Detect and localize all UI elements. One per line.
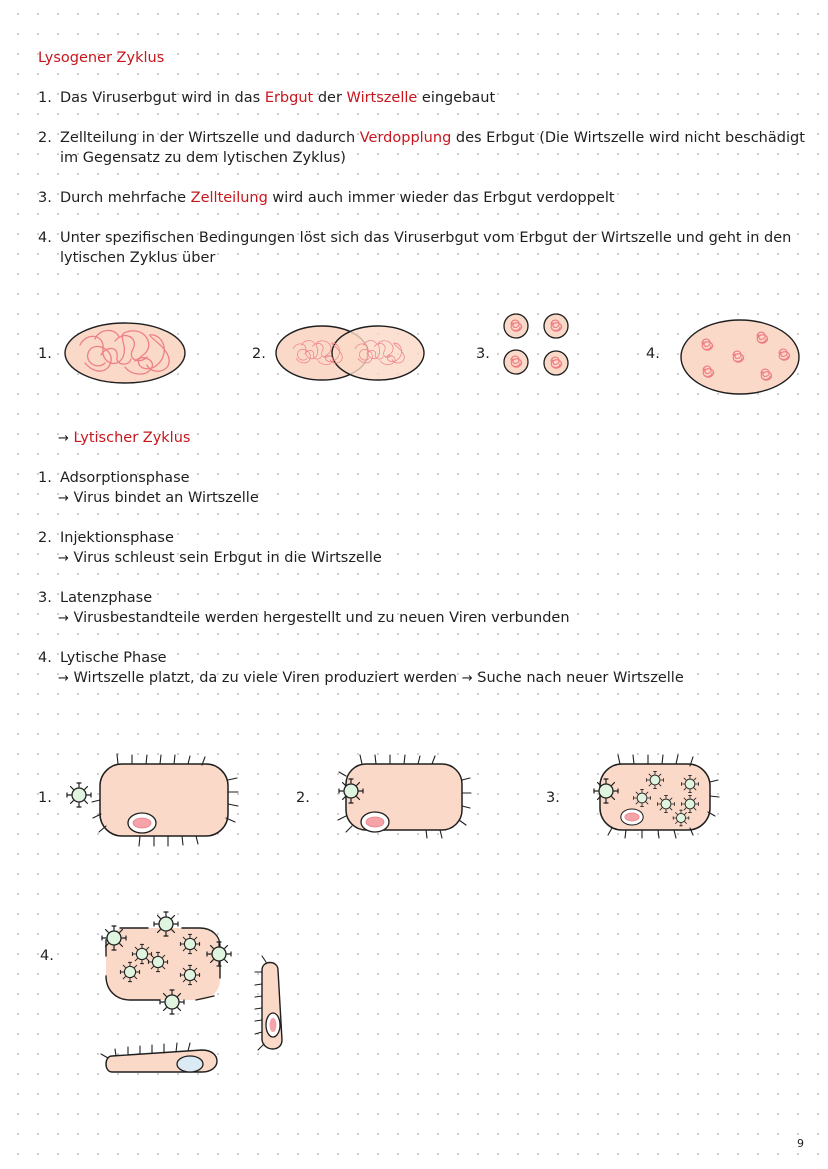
phase-desc: Virus schleust sein Erbgut in die Wirtszelle <box>73 550 382 566</box>
lysogen-cell-2 <box>276 326 424 380</box>
text: Unter spezifischen Bedingungen löst sich das Viruserbgut vom Erbgut der Wirtszelle und geht in den <box>60 230 792 246</box>
step-number: 4. <box>38 650 52 666</box>
highlight-verdopplung: Verdopplung <box>359 130 452 146</box>
text: Durch mehrfache <box>60 190 191 206</box>
lysogen-cell-4 <box>681 320 799 394</box>
step-number: 4. <box>38 230 52 246</box>
text: wird auch immer wieder das Erbgut verdoppelt <box>267 190 615 206</box>
arrow-icon: → <box>58 431 69 446</box>
new-host-cell-horizontal <box>101 1043 217 1072</box>
lytic-figure-label-1: 1. <box>38 790 52 806</box>
highlight-zellteilung: Zellteilung <box>190 190 268 206</box>
arrow-icon: → <box>58 671 69 686</box>
text: Zellteilung in der Wirtszelle und dadurch <box>60 130 360 146</box>
phase-name: Lytische Phase <box>60 650 167 666</box>
phase-name: Adsorptionsphase <box>60 470 190 486</box>
lysogen-cells-3 <box>504 314 568 375</box>
arrow-icon: → <box>58 551 69 566</box>
lytic-cell-2 <box>338 755 471 838</box>
phase-desc-2: Suche nach neuer Wirtszelle <box>477 670 684 686</box>
arrow-icon: → <box>461 671 473 686</box>
text: lytischen Zyklus über <box>60 250 216 266</box>
text: im Gegensatz zu dem lytischen Zyklus) <box>60 150 346 166</box>
lysogen-cell-1 <box>65 323 185 383</box>
figure-label-1: 1. <box>38 346 52 362</box>
phase-name: Latenzphase <box>60 590 153 606</box>
figure-label-3: 3. <box>476 346 490 362</box>
section-title-lysogen: Lysogener Zyklus <box>38 50 165 66</box>
phase-desc: Wirtszelle platzt, da zu viele Viren produziert werden <box>73 670 458 686</box>
step-number: 1. <box>38 470 52 486</box>
page-number: 9 <box>797 1137 804 1150</box>
step-number: 2. <box>38 130 52 146</box>
lytic-figure-label-3: 3. <box>546 790 560 806</box>
phase-name: Injektionsphase <box>60 530 174 546</box>
step-number: 2. <box>38 530 52 546</box>
step-number: 3. <box>38 190 52 206</box>
highlight-erbgut: Erbgut <box>264 90 314 106</box>
lytic-cell-1 <box>67 754 238 846</box>
step-number: 1. <box>38 90 52 106</box>
text: der <box>313 90 347 106</box>
phase-desc: Virusbestandteile werden hergestellt und zu neuen Viren verbunden <box>73 610 570 626</box>
lytic-cell-4-burst <box>102 912 231 1014</box>
text: des Erbgut (Die Wirtszelle wird nicht beschädigt <box>451 130 805 146</box>
arrow-icon: → <box>58 491 69 506</box>
step-number: 3. <box>38 590 52 606</box>
figure-label-2: 2. <box>252 346 266 362</box>
new-host-cell-vertical <box>255 956 282 1050</box>
lytic-cell-3 <box>594 755 719 838</box>
arrow-icon: → <box>58 611 69 626</box>
phase-desc: Virus bindet an Wirtszelle <box>73 490 259 506</box>
text: eingebaut <box>417 90 496 106</box>
figure-label-4: 4. <box>646 346 660 362</box>
highlight-wirtszelle: Wirtszelle <box>346 90 418 106</box>
text: Das Viruserbgut wird in das <box>60 90 265 106</box>
lytic-figure-label-4: 4. <box>40 948 54 964</box>
title-text: Lytischer Zyklus <box>73 430 191 446</box>
lytic-figure-label-2: 2. <box>296 790 310 806</box>
